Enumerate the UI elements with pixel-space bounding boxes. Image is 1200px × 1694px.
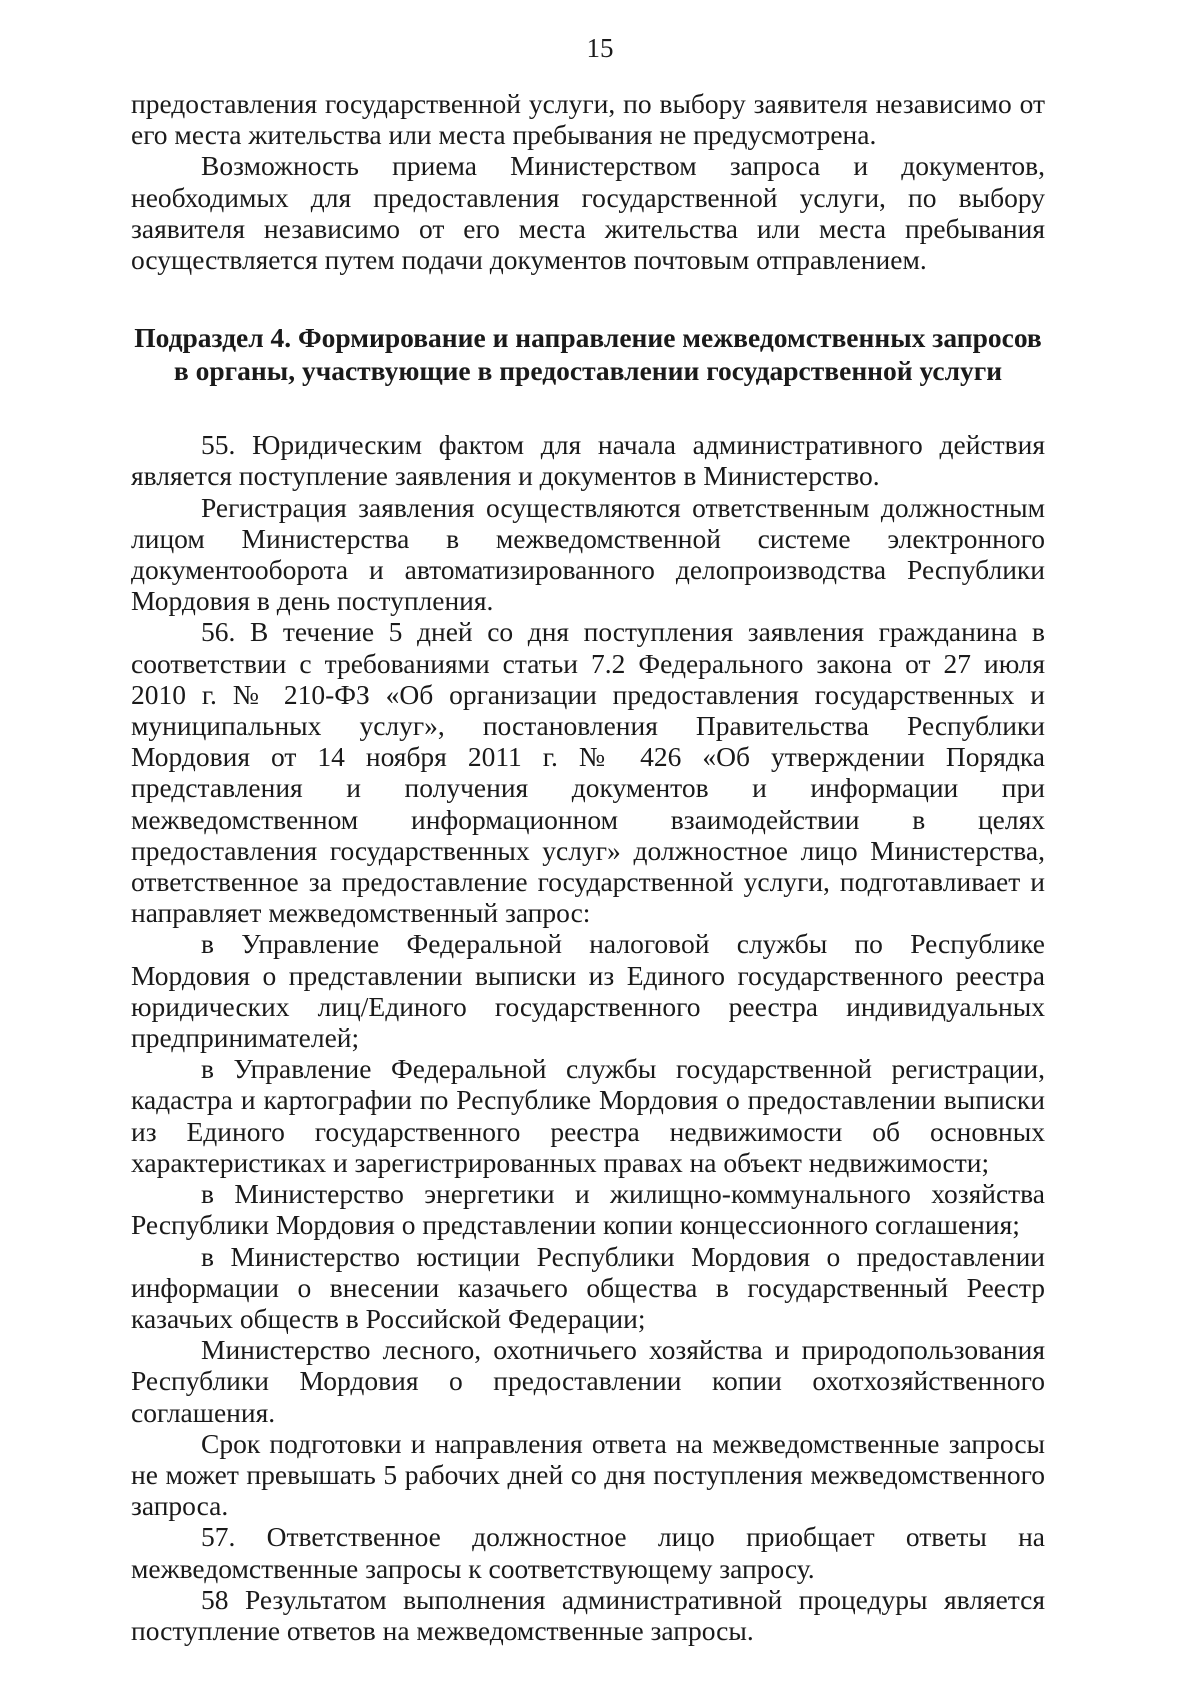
paragraph-item-57: 57. Ответственное должностное лицо приобщает ответы на межведомственные запросы к соответствующему запросу. [131, 1521, 1045, 1584]
paragraph-postal-submission: Возможность приема Министерством запроса и документов, необходимых для предоставления государственной услуги, по выбору заявителя независимо от его места жительства или места пребывания осуществляется путем подачи документов почтовым отправлением. [131, 150, 1045, 276]
paragraph-response-deadline: Срок подготовки и направления ответа на межведомственные запросы не может превышать 5 рабочих дней со дня поступления межведомственного запроса. [131, 1427, 1045, 1522]
paragraph-request-justice-ministry: в Министерство юстиции Республики Мордовия о предоставлении информации о внесении казачьего общества в государственный Реестр казачьих обществ в Российской Федерации; [131, 1240, 1045, 1334]
section-heading: Подраздел 4. Формирование и направление межведомственных запросов в органы, участвующие в предоставлении государственной услуги [134, 322, 1042, 387]
paragraph-request-energy-ministry: в Министерство энергетики и жилищно-коммунального хозяйства Республики Мордовия о представлении копии концессионного соглашения; [131, 1178, 1045, 1241]
document-body [131, 88, 1045, 1646]
paragraph-request-forestry-ministry: Министерство лесного, охотничьего хозяйства и природопользования Республики Мордовия о предоставлении копии охотхозяйственного соглашения. [131, 1334, 1045, 1428]
paragraph-item-55: 55. Юридическим фактом для начала административного действия является поступление заявления и документов в Министерство. [131, 429, 1045, 492]
paragraph-item-56: 56. В течение 5 дней со дня поступления заявления гражданина в соответствии с требованиями статьи 7.2 Федерального закона от 27 июля 2010 г. № 210-ФЗ «Об организации предоставления государственных и муниципальных услуг», постановления Правительства Республики Мордовия от 14 ноября 2011 г. № 426 «Об утверждении Порядка представления и получения документов и информации при межведомственном информационном взаимодействии в целях предоставления государственных услуг» должностное лицо Министерства, ответственное за предоставление государственной услуги, подготавливает и направляет межведомственный запрос: [131, 616, 1045, 929]
paragraph-registration: Регистрация заявления осуществляются ответственным должностным лицом Министерства в межведомственной системе электронного документооборота и автоматизированного делопроизводства Республики Мордовия в день поступления. [131, 491, 1045, 617]
paragraph-request-registration-service: в Управление Федеральной службы государственной регистрации, кадастра и картографии по Республике Мордовия о предоставлении выписки из Единого государственного реестра недвижимости об основных характеристиках и зарегистрированных правах на объект недвижимости; [131, 1053, 1045, 1178]
paragraph-continuation: предоставления государственной услуги, по выбору заявителя независимо от его места жительства или места пребывания не предусмотрена. [131, 88, 1045, 151]
page-number: 15 [586, 33, 614, 63]
paragraph-item-58: 58 Результатом выполнения административной процедуры является поступление ответов на межведомственные запросы. [131, 1583, 1045, 1646]
paragraph-request-tax-service: в Управление Федеральной налоговой службы по Республике Мордовия о представлении выписки из Единого государственного реестра юридических лиц/Единого государственного реестра индивидуальных предпринимателей; [131, 928, 1045, 1054]
